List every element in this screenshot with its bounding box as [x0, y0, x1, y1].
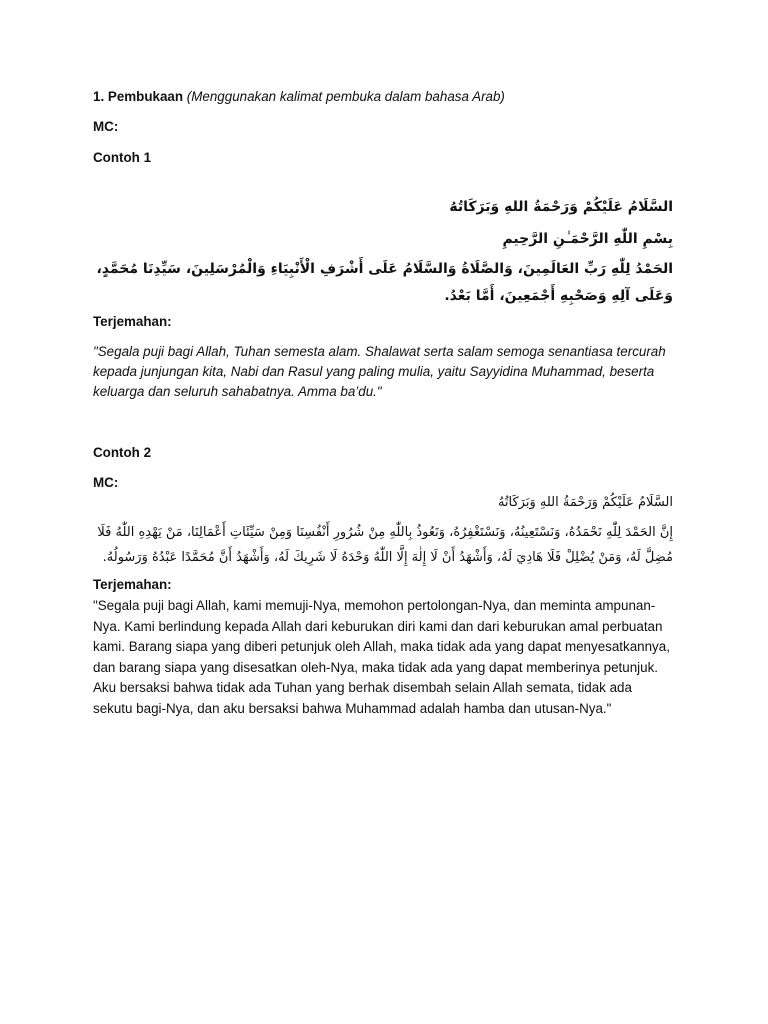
translation-2-label: Terjemahan: — [93, 577, 172, 592]
translation-1-text: "Segala puji bagi Allah, Tuhan semesta alam. Shalawat serta salam semoga senantiasa tercurah kepada junjungan kita, Nabi dan Rasul yang paling mulia, yaitu Sayyidina Muhammad, beserta keluarga dan seluruh sahabatnya. Amma ba’du." — [93, 344, 666, 399]
mc-label-2: MC: — [93, 475, 119, 490]
arabic-salam-1: السَّلَامُ عَلَيْكُمْ وَرَحْمَةُ اللهِ وَبَرَكَاتُهُ — [449, 199, 673, 215]
section-heading-title: 1. Pembukaan — [93, 89, 184, 104]
arabic-khutbah: إِنَّ الحَمْدَ لِلّٰهِ نَحْمَدُهُ، وَنَسْتَعِينُهُ، وَنَسْتَغْفِرُهُ، وَنَعُوذُ بِاللّٰهِ مِنْ شُرُورِ أَنْفُسِنَا وَمِنْ سَيِّئَاتِ أَعْمَالِنَا، مَنْ يَهْدِهِ اللّٰهُ فَلَا مُضِلَّ لَهُ، وَمَنْ يُضْلِلْ فَلَا هَادِيَ لَهُ، وَأَشْهَدُ أَنْ لَا إِلٰهَ إِلَّا اللّٰهُ وَحْدَهُ لَا شَرِيكَ لَهُ، وَأَشْهَدُ أَنَّ مُحَمَّدًا عَبْدُهُ وَرَسُولُهُ. — [97, 525, 673, 565]
section-heading-note: (Menggunakan kalimat pembuka dalam bahasa Arab) — [186, 89, 505, 104]
arabic-bismillah: بِسْمِ اللّٰهِ الرَّحْمَـٰنِ الرَّحِيمِ — [502, 231, 673, 247]
arabic-salam-2: السَّلَامُ عَلَيْكُمْ وَرَحْمَةُ اللهِ وَبَرَكَاتُهُ — [497, 495, 673, 510]
translation-1-label: Terjemahan: — [93, 314, 172, 329]
arabic-hamdalah: الحَمْدُ لِلّٰهِ رَبِّ العَالَمِينَ، وَالصَّلَاةُ وَالسَّلَامُ عَلَى أَشْرَفِ الْأَنْبِيَاءِ وَالْمُرْسَلِينَ، سَيِّدِنَا مُحَمَّدٍ، وَعَلَى آلِهِ وَصَحْبِهِ أَجْمَعِينَ، أَمَّا بَعْدُ. — [96, 261, 673, 304]
document-page — [93, 0, 673, 1024]
mc-label: MC: — [93, 119, 119, 134]
example-1-label: Contoh 1 — [93, 150, 152, 165]
translation-2-text: "Segala puji bagi Allah, kami memuji-Nya, memohon pertolongan-Nya, dan meminta ampunan-Nya. Kami berlindung kepada Allah dari keburukan diri kami dan dari keburukan amal perbuatan kami. Barang siapa yang diberi petunjuk oleh Allah, maka tidak ada yang dapat menyesatkannya, dan barang siapa yang disesatkan oleh-Nya, maka tidak ada yang dapat memberinya petunjuk. Aku bersaksi bahwa tidak ada Tuhan yang berhak disembah selain Allah semata, tidak ada sekutu bagi-Nya, dan aku bersaksi bahwa Muhammad adalah hamba dan utusan-Nya." — [93, 598, 670, 716]
section-heading — [93, 87, 673, 107]
example-2-label: Contoh 2 — [93, 445, 152, 460]
